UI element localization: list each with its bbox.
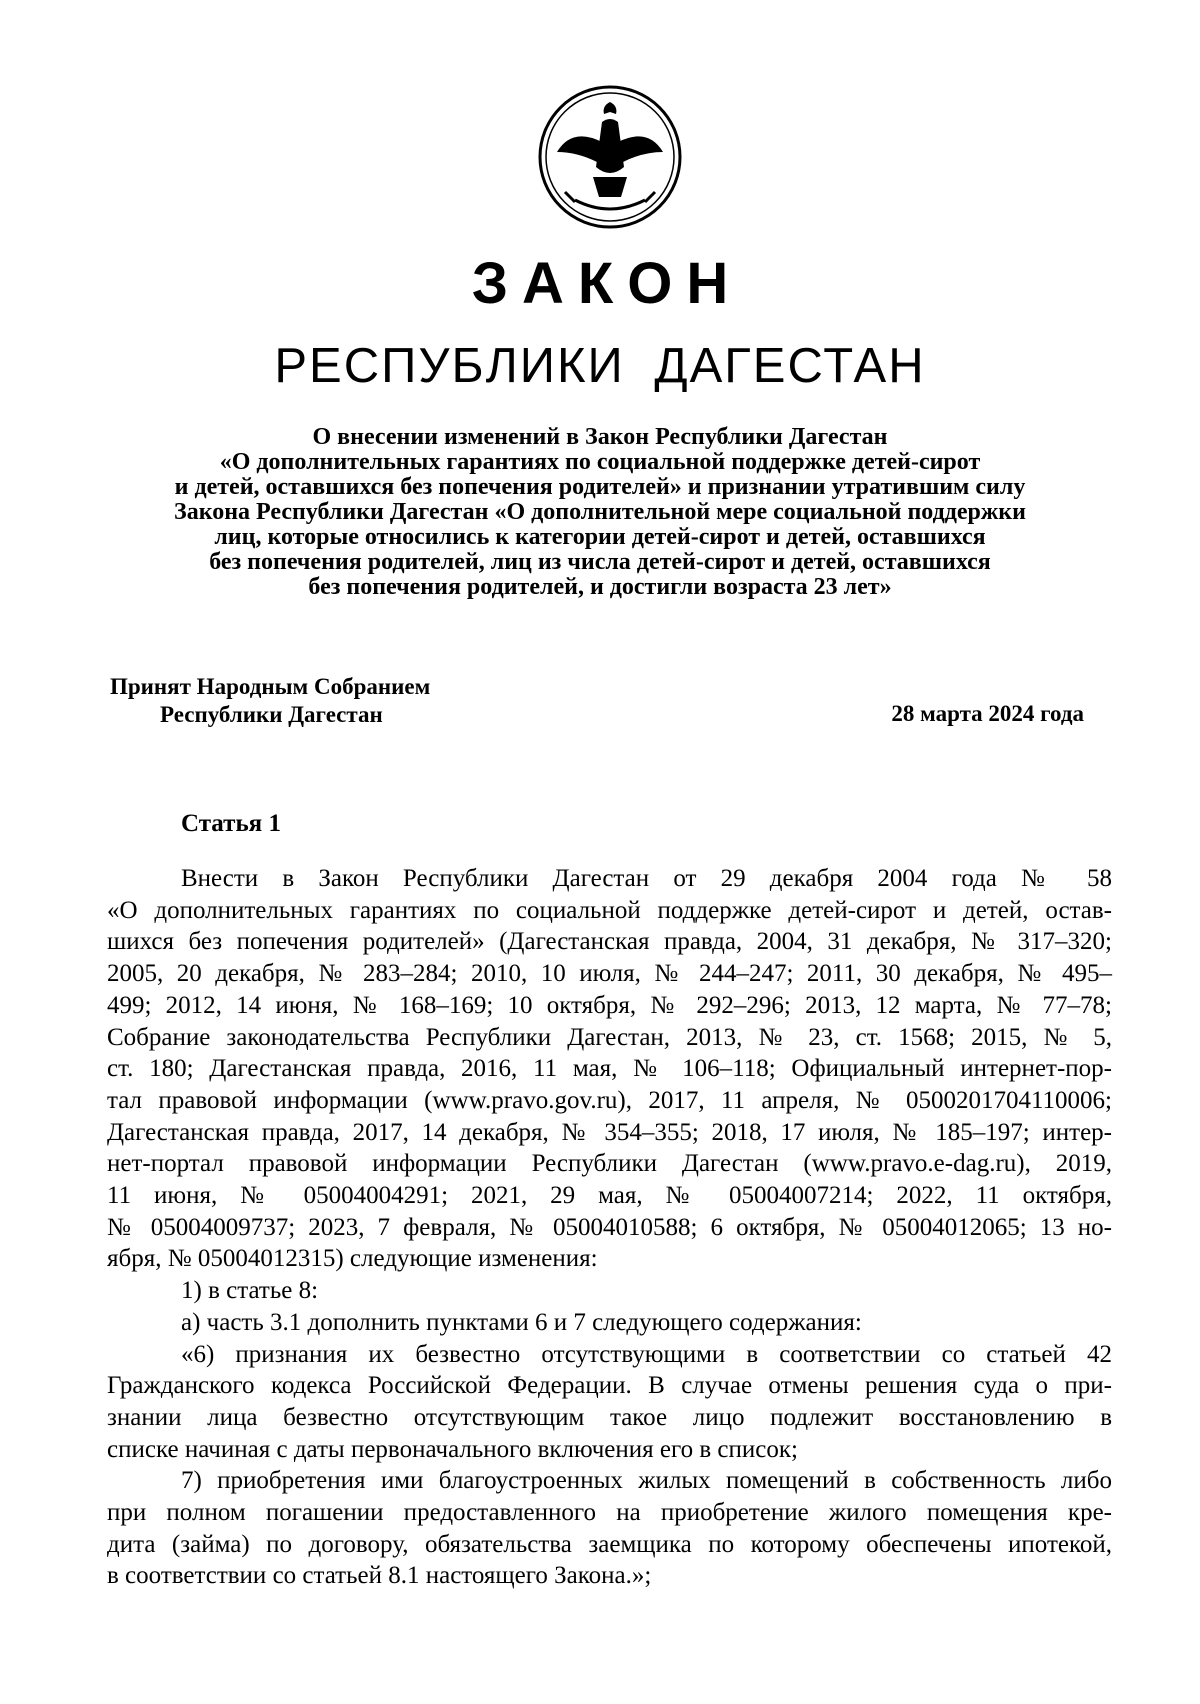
law-heading-line: «О дополнительных гарантиях по социальной поддержке детей-сирот <box>219 449 981 475</box>
article-line: 7) приобретения ими благоустроенных жилых помещений в собственность либо <box>181 1467 1112 1495</box>
article-line: нет-портал правовой информации Республики Дагестан (www.pravo.e-dag.ru), 2019, <box>107 1150 1112 1178</box>
article-line: «6) признания их безвестно отсутствующими в соответствии со статьей 42 <box>181 1340 1112 1368</box>
document-subtitle: РЕСПУБЛИКИ ДАГЕСТАН <box>274 339 926 393</box>
article-line: 1) в статье 8: <box>181 1277 319 1305</box>
article-line: Гражданского кодекса Российской Федерации. В случае отмены решения суда о при- <box>107 1372 1112 1400</box>
adoption-line: Принят Народным Собранием <box>110 674 431 699</box>
article-line: 499; 2012, 14 июня, № 168–169; 10 октября, № 292–296; 2013, 12 марта, № 77–78; <box>107 991 1112 1019</box>
article-line: «О дополнительных гарантиях по социальной поддержке детей-сирот и детей, остав- <box>107 896 1112 924</box>
article-line: знании лица безвестно отсутствующим такое лицо подлежит восстановлению в <box>107 1403 1112 1431</box>
law-heading-line: и детей, оставшихся без попечения родителей» и признании утратившим силу <box>174 474 1026 500</box>
article-line: Дагестанская правда, 2017, 14 декабря, № 354–355; 2018, 17 июля, № 185–197; интер- <box>107 1118 1112 1146</box>
law-heading-line: без попечения родителей, лиц из числа детей-сирот и детей, оставшихся <box>209 549 991 575</box>
law-heading-line: лиц, которые относились к категории детей-сирот и детей, оставшихся <box>214 524 986 550</box>
article-line: 2005, 20 декабря, № 283–284; 2010, 10 июля, № 244–247; 2011, 30 декабря, № 495– <box>107 960 1112 988</box>
article-line: в соответствии со статьей 8.1 настоящего Закона.»; <box>107 1562 652 1590</box>
article-line: Собрание законодательства Республики Дагестан, 2013, № 23, ст. 1568; 2015, № 5, <box>107 1023 1112 1051</box>
adoption-line: Республики Дагестан <box>160 702 383 727</box>
article-line: шихся без попечения родителей» (Дагестанская правда, 2004, 31 декабря, № 317–320; <box>107 928 1112 956</box>
article-line: а) часть 3.1 дополнить пунктами 6 и 7 следующего содержания: <box>181 1308 862 1336</box>
article-body <box>107 863 1112 1592</box>
article-line: ября, № 05004012315) следующие изменения: <box>107 1245 598 1273</box>
article-line: ст. 180; Дагестанская правда, 2016, 11 мая, № 106–118; Официальный интернет-пор- <box>107 1055 1112 1083</box>
article-line: списке начиная с даты первоначального включения его в список; <box>107 1435 798 1463</box>
law-heading-line: О внесении изменений в Закон Республики Дагестан <box>312 424 888 450</box>
article-title: Статья 1 <box>181 810 281 837</box>
article-line: дита (займа) по договору, обязательства заемщика по которому обеспечены ипотекой, <box>107 1530 1112 1558</box>
article-line: Внести в Закон Республики Дагестан от 29 декабря 2004 года № 58 <box>181 865 1112 892</box>
dagestan-coat-of-arms-icon <box>535 82 685 232</box>
adoption-date: 28 марта 2024 года <box>891 701 1084 726</box>
law-heading-line: без попечения родителей, и достигли возраста 23 лет» <box>308 574 892 600</box>
article-line: тал правовой информации (www.pravo.gov.ru), 2017, 11 апреля, № 0500201704110006; <box>107 1086 1112 1114</box>
law-heading-line: Закона Республики Дагестан «О дополнительной мере социальной поддержки <box>174 499 1026 525</box>
law-heading <box>100 425 1100 600</box>
article-line: 11 июня, № 05004004291; 2021, 29 мая, № 05004007214; 2022, 11 октября, <box>107 1182 1112 1210</box>
article-line: при полном погашении предоставленного на приобретение жилого помещения кре- <box>107 1499 1112 1527</box>
adoption-block <box>110 673 430 729</box>
document-title: ЗАКОН <box>471 251 743 316</box>
article-line: № 05004009737; 2023, 7 февраля, № 05004010588; 6 октября, № 05004012065; 13 но- <box>107 1213 1112 1241</box>
